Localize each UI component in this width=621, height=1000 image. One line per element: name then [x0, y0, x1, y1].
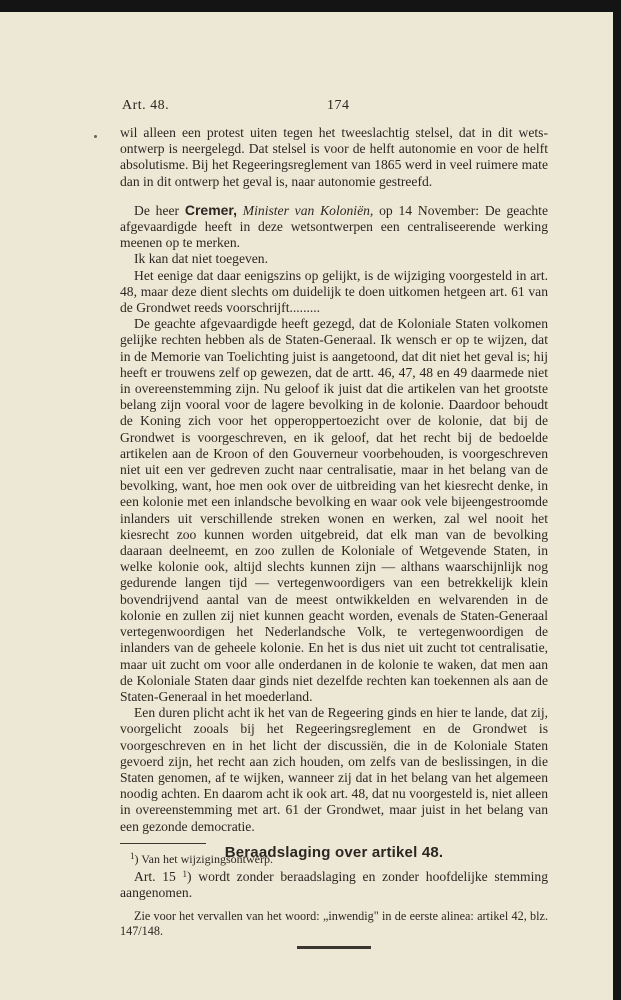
section-end-rule	[297, 946, 371, 949]
running-header	[122, 98, 548, 116]
footnote-divider	[120, 843, 206, 844]
section-heading: Beraadslaging over artikel 48.	[224, 843, 444, 861]
body-paragraph: De geachte afgevaardigde heeft gezegd, dat de Koloniale Staten volkomen gelijke rechten hebben als de Staten-Generaal. Ik wensch er op te wijzen, dat in de Memorie van Toelichting juist is aangetoond, dat dit niet het geval is; hij heeft er trouwens zelf op gewezen, dat de artt. 46, 47, 48 en 49 daarmede niet in overeenstemming zijn. Nu geloof ik juist dat die artikelen van het grootste belang zijn vooral voor de lagere bevolking in de kolonie. Daardoor behoudt de Koning zich voor het opperoppertoezicht over de kolonie, dat bij de Grondwet is voorgeschreven, en ik geloof, dat het recht bij de bedoelde artikelen aan de Kroon of den Gouverneur voorbehouden, is voorgeschreven niet uit een ver gedreven zucht naar centralisatie, maar in het belang van de bevolking, want, hoe men ook over de uitbreiding van het kiesrecht denke, in een kolonie met een inlandsche bevolking en waar ook vele bijeengestroomde inlanders uit verschillende streken wonen en werken, zal wel nooit het kiesrecht zoo kunnen worden uitgebreid, dat elk man van de bevolking daaraan deelneemt, en zoo zullen de Koloniale of Wetgevende Staten, in welke kolonie ook, altijd slechts kunnen zijn — althans waarschijnlijk nog gedurende langen tijd — vertegenwoordigers van een betrekkelijk klein bovendrijvend aantal van de meest ontwikkelden en welvarenden in de kolonie en zullen zij niet kunnen geacht worden, evenals de Staten-Generaal vertegenwoordigen het Nederlandsche Volk, te vertegenwoordigen de inlanders van de geheele kolonie. En het is dus niet uit zucht tot centralisatie, maar uit zucht om voor alle onderdanen in de kolonie te waken, dat men aan de Koloniale Staten daar ginds niet dezelfde rechten kan toekennen als aan de Staten-Generaal in het moederland.	[120, 316, 548, 704]
page-body	[120, 125, 548, 949]
article-end: wordt zonder beraadslaging en zonder hoofdelijke stemming aangenomen.	[120, 868, 548, 901]
speaker-name: Cremer,	[184, 201, 237, 218]
speech-opening	[120, 202, 548, 252]
footnote: $^1$) Van het wijzigingsontwerp.	[130, 851, 273, 866]
body-paragraph: Het eenige dat daar eenigszins op gelijkt, is de wijziging voorgesteld in art. 48, maar deze dient slechts om duidelijk te doen uitkomen hetgeen art. 61 van de Grondwet reeds voorschrijft.........	[120, 267, 548, 316]
paragraph-continued: wil alleen een protest uiten tegen het tweeslachtig stelsel, dat in dit wets-ontwerp is neergelegd. Dat stelsel is voor de helft autonomie en voor de helft absolutisme. Bij het Regeeringsreglement van 1865 werd in veel ruimere mate dan in dit ontwerp het geval is, naar autonomie gestreefd.	[120, 125, 548, 189]
scan-top-border	[0, 0, 621, 12]
scan-right-border	[613, 0, 621, 1000]
body-paragraph: Ik kan dat niet toegeven.	[134, 251, 268, 267]
margin-dot	[94, 135, 97, 138]
speech-intro: De heer	[134, 202, 180, 218]
body-paragraph: Een duren plicht acht ik het van de Regeering ginds en hier te lande, dat zij, voorgelicht zooals bij het Regeeringsreglement en de Grondwet is voorgeschreven en in het licht der discussiën, die in de Koloniale Staten gevoerd zijn, het recht aan zich houden, om zelfs van de beslissingen, in die Staten genomen, af te wijken, wanneer zij dat in het belang van het algemeen noodig achten. En daarom acht ik ook art. 48, dat nu voorgesteld is, niet alleen in overeenstemming met art. 61 der Grondwet, maar juist in het belang van een gezonde democratie.	[120, 705, 548, 834]
page-number: 174	[327, 98, 350, 113]
editorial-note: Zie voor het vervallen van het woord: „inwendig" in de eerste alinea: artikel 42, blz. 147/148.	[120, 909, 548, 938]
speaker-role: Minister van Koloniën,	[242, 202, 374, 218]
footnote-text: Van het wijzigingsontwerp.	[141, 852, 273, 866]
article-start: Art. 15	[134, 868, 176, 884]
article-paragraph: Art. 15 $^1$) wordt zonder beraadslaging en zonder hoofdelijke stemming aangenomen.	[120, 868, 548, 901]
header-section: Art. 48.	[122, 98, 170, 113]
footnote-marker: 1	[130, 851, 135, 861]
speech-rest: op 14 November: De geachte afgevaardigde heeft in deze wetsontwerpen een centraliseerende werking meenen op te merken.	[120, 202, 548, 251]
footnote-ref: 1	[182, 868, 188, 879]
